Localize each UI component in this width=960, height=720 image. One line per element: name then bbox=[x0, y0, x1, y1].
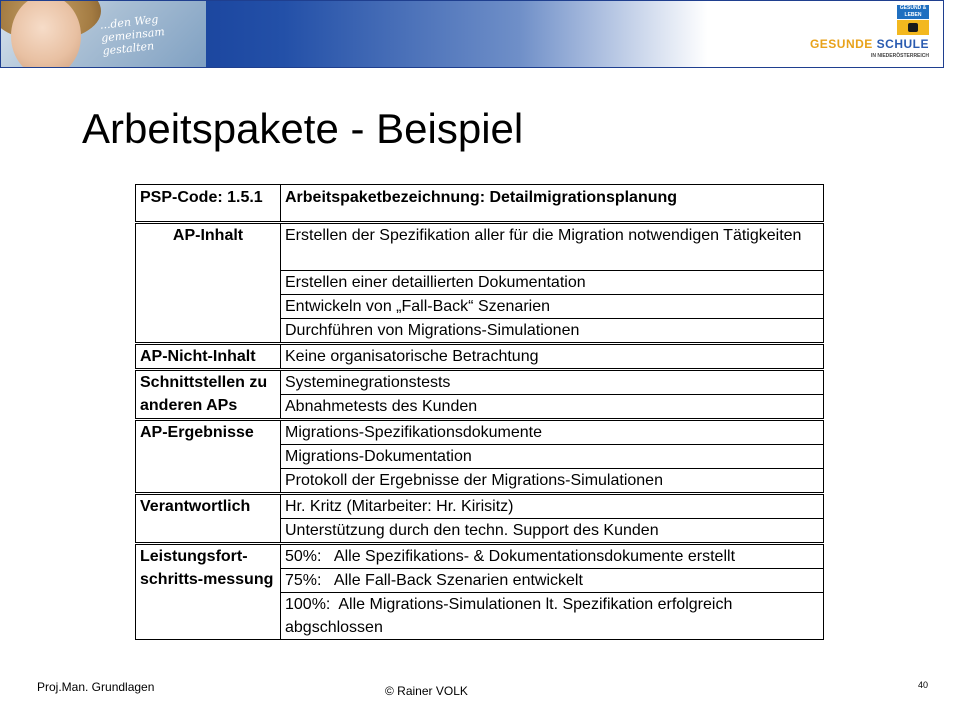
ergebnisse-item: Migrations-Dokumentation bbox=[281, 445, 824, 469]
header-photo bbox=[1, 1, 206, 68]
ap-inhalt-item: Entwickeln von „Fall-Back“ Szenarien bbox=[281, 295, 824, 319]
school-logo-icon bbox=[897, 5, 929, 35]
logo-wordmark bbox=[801, 37, 929, 51]
ergebnisse-item: Protokoll der Ergebnisse der Migrations-Simulationen bbox=[281, 469, 824, 494]
ergebnisse-label: AP-Ergebnisse bbox=[136, 420, 281, 494]
logo-word-schule: SCHULE bbox=[876, 37, 929, 51]
ap-inhalt-item: Erstellen einer detaillierten Dokumentation bbox=[281, 271, 824, 295]
schnittstellen-label: Schnittstellen zu anderen APs bbox=[136, 370, 281, 420]
ap-nicht-inhalt-item: Keine organisatorische Betrachtung bbox=[281, 344, 824, 370]
verantwortlich-label: Verantwortlich bbox=[136, 494, 281, 544]
package-name-cell: Arbeitspaketbezeichnung: Detailmigrationsplanung bbox=[281, 185, 824, 223]
logo-emblem bbox=[897, 20, 929, 35]
ap-nicht-inhalt-label: AP-Nicht-Inhalt bbox=[136, 344, 281, 370]
footer-course: Proj.Man. Grundlagen bbox=[37, 680, 155, 694]
slide-title: Arbeitspakete - Beispiel bbox=[82, 105, 524, 152]
verantwortlich-item: Unterstützung durch den techn. Support des Kunden bbox=[281, 519, 824, 544]
page-number: 40 bbox=[918, 680, 929, 690]
logo-word-gesunde: GESUNDE bbox=[809, 37, 873, 51]
table-row bbox=[136, 370, 824, 395]
table-header-row bbox=[136, 185, 824, 223]
table-row bbox=[136, 494, 824, 519]
leistung-item: 75%: Alle Fall-Back Szenarien entwickelt bbox=[281, 569, 824, 593]
ap-inhalt-label: AP-Inhalt bbox=[136, 223, 281, 344]
ergebnisse-item: Migrations-Spezifikationsdokumente bbox=[281, 420, 824, 445]
header-banner bbox=[0, 0, 944, 68]
table-row bbox=[136, 223, 824, 271]
table-row bbox=[136, 420, 824, 445]
banner-tagline: ...den Weg gemeinsam gestalten bbox=[99, 12, 166, 58]
logo-box-text: GESUND & LEBEN bbox=[897, 5, 929, 19]
schnittstellen-item: Abnahmetests des Kunden bbox=[281, 395, 824, 420]
photo-face bbox=[11, 1, 81, 68]
ap-inhalt-item: Durchführen von Migrations-Simulationen bbox=[281, 319, 824, 344]
leistung-item: 100%: Alle Migrations-Simulationen lt. Spezifikation erfolgreich abgschlossen bbox=[281, 593, 824, 640]
verantwortlich-item: Hr. Kritz (Mitarbeiter: Hr. Kirisitz) bbox=[281, 494, 824, 519]
leistung-label: Leistungsfort-schritts-messung bbox=[136, 544, 281, 640]
schnittstellen-item: Systeminegrationstests bbox=[281, 370, 824, 395]
psp-code-cell: PSP-Code: 1.5.1 bbox=[136, 185, 281, 223]
table-row bbox=[136, 544, 824, 569]
leistung-item: 50%: Alle Spezifikations- & Dokumentationsdokumente erstellt bbox=[281, 544, 824, 569]
logo-subtitle: IN NIEDERÖSTERREICH bbox=[870, 53, 929, 59]
table-row bbox=[136, 344, 824, 370]
work-package-table bbox=[135, 184, 824, 640]
footer-author: © Rainer VOLK bbox=[385, 684, 468, 698]
ap-inhalt-item: Erstellen der Spezifikation aller für die Migration notwendigen Tätigkeiten bbox=[281, 223, 824, 271]
